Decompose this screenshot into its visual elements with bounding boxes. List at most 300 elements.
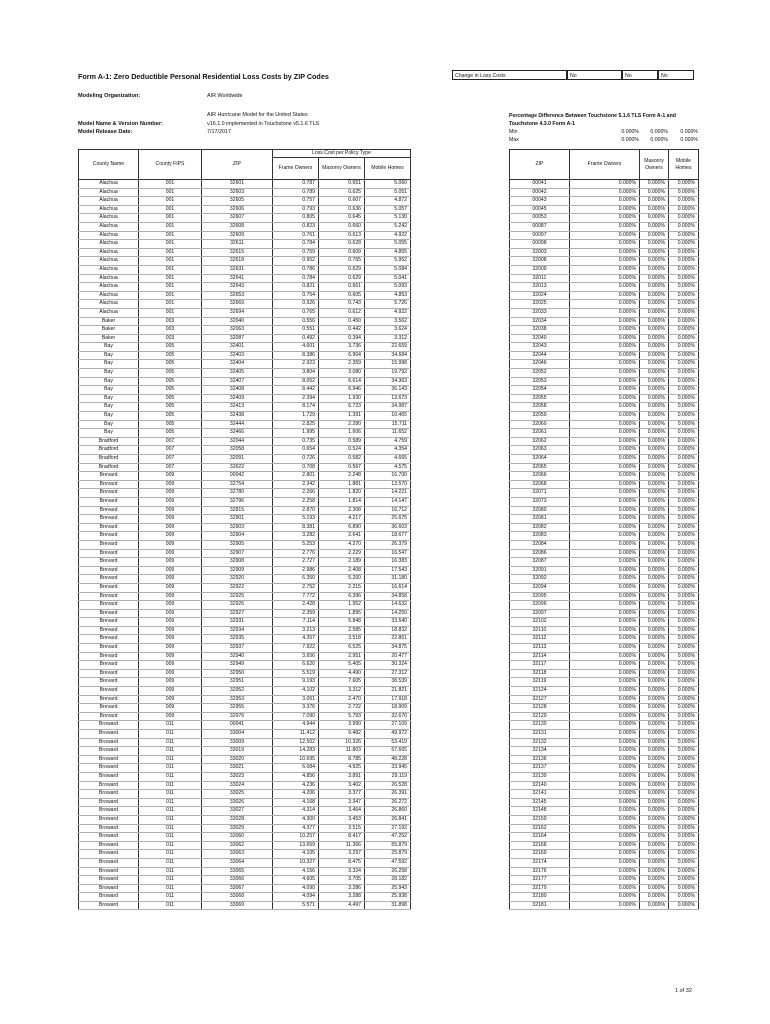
mobile-homes-cell: 5.093 [365,283,411,292]
pct-mobile-cell: 0.000% [669,377,699,386]
masonry-owners-cell: 2.189 [319,558,365,567]
pct-mobile-cell: 0.000% [669,317,699,326]
county-name-cell: Alachua [79,257,139,266]
mobile-homes-cell: 34.987 [365,403,411,412]
county-fips-cell: 011 [139,755,202,764]
pct-mobile-cell: 0.000% [669,437,699,446]
pct-frame-cell: 0.000% [570,876,640,885]
county-name-cell: Baker [79,326,139,335]
zip-cell: 32937 [202,644,273,653]
frame-owners-cell: 8.442 [273,386,319,395]
county-name-cell: Broward [79,730,139,739]
zip-cell: 32925 [202,592,273,601]
masonry-owners-cell: 2.585 [319,626,365,635]
frame-owners-cell: 4.314 [273,807,319,816]
pct-frame-cell: 0.000% [570,231,640,240]
zip-cell: 32404 [202,360,273,369]
pct-frame-cell: 0.000% [570,661,640,670]
mobile-homes-cell: 14.147 [365,497,411,506]
frame-owners-cell: 4.090 [273,884,319,893]
pct-masonry-cell: 0.000% [640,394,669,403]
county-fips-cell: 011 [139,747,202,756]
pct-frame-cell: 0.000% [570,618,640,627]
county-name-cell: Broward [79,738,139,747]
pct-masonry-cell: 0.000% [640,308,669,317]
county-fips-cell: 009 [139,661,202,670]
masonry-owners-cell: 0.660 [319,222,365,231]
zip-cell: 32058 [202,446,273,455]
masonry-owners-cell: 6.904 [319,351,365,360]
county-fips-cell: 011 [139,730,202,739]
pct-frame-cell: 0.000% [570,755,640,764]
frame-owners-cell: 1.729 [273,412,319,421]
table-row [510,360,699,369]
zip-cell: 32927 [202,609,273,618]
zip-cell: 33027 [202,807,273,816]
pct-mobile-cell: 0.000% [669,480,699,489]
pct-mobile-cell: 0.000% [669,798,699,807]
pct-zip-cell: 32033 [510,308,570,317]
mobile-homes-cell: 10.465 [365,412,411,421]
zip-cell: 32907 [202,549,273,558]
table-row [79,540,411,549]
masonry-owners-cell: 6.396 [319,592,365,601]
table-row [79,575,411,584]
table-row [510,446,699,455]
county-name-cell: Bay [79,360,139,369]
table-row [510,369,699,378]
pct-zip-cell: 32096 [510,601,570,610]
table-row [510,197,699,206]
table-row [79,815,411,824]
pct-masonry-cell: 0.000% [640,669,669,678]
county-name-cell: Brevard [79,592,139,601]
masonry-owners-cell: 2.308 [319,506,365,515]
pct-zip-cell: 32110 [510,626,570,635]
pct-frame-cell: 0.000% [570,558,640,567]
pct-frame-cell: 0.000% [570,712,640,721]
frame-owners-cell: 2.986 [273,566,319,575]
pct-frame-cell: 0.000% [570,858,640,867]
masonry-owners-cell: 3.377 [319,790,365,799]
mobile-homes-cell: 5.242 [365,222,411,231]
county-name-cell: Broward [79,876,139,885]
table-row [79,265,411,274]
table-row [79,343,411,352]
zip-cell: 33021 [202,764,273,773]
form-title: Form A-1: Zero Deductible Personal Residential Loss Costs by ZIP Codes [78,72,329,81]
table-row [79,429,411,438]
pct-frame-cell: 0.000% [570,549,640,558]
mobile-homes-cell: 34.363 [365,377,411,386]
county-name-cell: Brevard [79,540,139,549]
pct-masonry-cell: 0.000% [640,558,669,567]
table-row [510,721,699,730]
county-name-cell: Broward [79,884,139,893]
table-row [79,626,411,635]
table-row [510,841,699,850]
table-row [79,472,411,481]
zip-cell: 32618 [202,257,273,266]
masonry-owners-cell: 0.450 [319,317,365,326]
county-name-cell: Broward [79,807,139,816]
zip-cell: 32401 [202,343,273,352]
pct-frame-cell: 0.000% [570,403,640,412]
masonry-owners-cell: 2.951 [319,652,365,661]
mobile-homes-cell: 36.603 [365,523,411,532]
table-row [510,558,699,567]
pct-mobile-cell: 0.000% [669,609,699,618]
pct-mobile-cell: 0.000% [669,549,699,558]
table-row [510,523,699,532]
mobile-homes-cell: 4.759 [365,437,411,446]
pct-masonry-cell: 0.000% [640,446,669,455]
table-row [510,755,699,764]
mobile-homes-cell: 34.684 [365,351,411,360]
zip-cell: 33067 [202,884,273,893]
county-fips-cell: 011 [139,876,202,885]
masonry-owners-cell: 3.324 [319,867,365,876]
pct-mobile-cell: 0.000% [669,833,699,842]
pct-frame-cell: 0.000% [570,274,640,283]
masonry-owners-cell: 4.490 [319,669,365,678]
zip-cell: 33060 [202,833,273,842]
pct-zip-cell: 32162 [510,824,570,833]
pct-mobile-cell: 0.000% [669,712,699,721]
table-row [510,884,699,893]
table-row [510,661,699,670]
table-row [79,248,411,257]
mobile-homes-cell: 25.879 [365,850,411,859]
table-row [510,807,699,816]
table-row [79,283,411,292]
pct-frame-cell: 0.000% [570,772,640,781]
pct-masonry-cell: 0.000% [640,472,669,481]
zip-cell: 32976 [202,712,273,721]
masonry-owners-cell: 1.391 [319,412,365,421]
mobile-homes-cell: 16.700 [365,472,411,481]
change-masonry: No [622,70,658,80]
zip-cell: 32951 [202,678,273,687]
pct-zip-cell: 32141 [510,790,570,799]
pct-title-1: Percentage Difference Between Touchstone 5.1.6 TLS Form A-1 and [509,113,676,119]
table-row [510,334,699,343]
table-row [510,300,699,309]
frame-owners-cell: 2.825 [273,420,319,429]
pct-masonry-cell: 0.000% [640,626,669,635]
table-row [510,764,699,773]
frame-owners-cell: 10.257 [273,833,319,842]
masonry-owners-cell: 0.613 [319,231,365,240]
county-fips-cell: 001 [139,180,202,189]
pct-masonry-cell: 0.000% [640,343,669,352]
table-row [79,807,411,816]
table-row [510,626,699,635]
pct-frame-cell: 0.000% [570,351,640,360]
county-name-cell: Broward [79,833,139,842]
frame-owners-cell: 1.995 [273,429,319,438]
masonry-owners-cell: 0.609 [319,248,365,257]
table-row [79,497,411,506]
pct-mobile-cell: 0.000% [669,197,699,206]
county-fips-cell: 005 [139,420,202,429]
table-row [79,523,411,532]
county-fips-cell: 001 [139,205,202,214]
pct-masonry-cell: 0.000% [640,618,669,627]
frame-owners-cell: 0.787 [273,180,319,189]
masonry-owners-cell: 4.497 [319,901,365,910]
table-row [510,265,699,274]
zip-cell: 32815 [202,506,273,515]
pct-zip-cell: 32180 [510,893,570,902]
zip-cell: 32608 [202,222,273,231]
pct-masonry-cell: 0.000% [640,592,669,601]
masonry-owners-cell: 3.990 [319,721,365,730]
table-row [510,601,699,610]
pct-frame-cell: 0.000% [570,532,640,541]
table-row [79,351,411,360]
pct-header-zip: ZIP [510,150,570,180]
pct-masonry-cell: 0.000% [640,815,669,824]
zip-cell: 32952 [202,687,273,696]
pct-masonry-cell: 0.000% [640,377,669,386]
mobile-homes-cell: 26.379 [365,540,411,549]
zip-cell: 33064 [202,858,273,867]
frame-owners-cell: 2.359 [273,609,319,618]
pct-zip-cell: 32132 [510,738,570,747]
pct-mobile-cell: 0.000% [669,446,699,455]
county-name-cell: Brevard [79,566,139,575]
zip-cell: 32044 [202,437,273,446]
masonry-owners-cell: 11.803 [319,747,365,756]
pct-zip-cell: 32129 [510,712,570,721]
zip-cell: 32955 [202,704,273,713]
table-row [510,437,699,446]
frame-owners-cell: 0.761 [273,231,319,240]
county-fips-cell: 009 [139,687,202,696]
pct-zip-cell: 32117 [510,661,570,670]
pct-mobile-cell: 0.000% [669,188,699,197]
frame-owners-cell: 0.952 [273,257,319,266]
county-name-cell: Broward [79,798,139,807]
pct-max-frame: 0.000% [621,137,639,143]
county-fips-cell: 001 [139,291,202,300]
masonry-owners-cell: 1.930 [319,394,365,403]
county-name-cell: Alachua [79,240,139,249]
masonry-owners-cell: 5.848 [319,618,365,627]
pct-frame-cell: 0.000% [570,300,640,309]
pct-min-row [509,128,699,136]
zip-cell: 32754 [202,480,273,489]
pct-zip-cell: 32094 [510,583,570,592]
table-row [510,274,699,283]
pct-masonry-cell: 0.000% [640,652,669,661]
pct-mobile-cell: 0.000% [669,687,699,696]
pct-mobile-cell: 0.000% [669,652,699,661]
masonry-owners-cell: 8.417 [319,833,365,842]
county-fips-cell: 009 [139,601,202,610]
pct-mobile-cell: 0.000% [669,180,699,189]
pct-zip-cell: 32058 [510,403,570,412]
mobile-homes-cell: 26.528 [365,781,411,790]
county-fips-cell: 011 [139,833,202,842]
pct-masonry-cell: 0.000% [640,790,669,799]
frame-owners-cell: 0.708 [273,463,319,472]
county-fips-cell: 001 [139,274,202,283]
zip-cell: 32935 [202,635,273,644]
table-row [510,876,699,885]
table-row [510,618,699,627]
county-fips-cell: 005 [139,429,202,438]
county-fips-cell: 003 [139,334,202,343]
county-fips-cell: 011 [139,893,202,902]
table-row [510,308,699,317]
zip-cell: 33068 [202,893,273,902]
pct-masonry-cell: 0.000% [640,781,669,790]
table-row [79,214,411,223]
pct-mobile-cell: 0.000% [669,884,699,893]
table-row [79,678,411,687]
county-name-cell: Broward [79,901,139,910]
pct-zip-cell: 32082 [510,523,570,532]
pct-masonry-cell: 0.000% [640,566,669,575]
zip-cell: 32931 [202,618,273,627]
pct-mobile-cell: 0.000% [669,240,699,249]
table-row [79,781,411,790]
table-row [79,558,411,567]
masonry-owners-cell: 6.946 [319,386,365,395]
county-fips-cell: 009 [139,558,202,567]
table-row [510,472,699,481]
pct-frame-cell: 0.000% [570,884,640,893]
pct-frame-cell: 0.000% [570,850,640,859]
table-row [79,592,411,601]
masonry-owners-cell: 5.405 [319,661,365,670]
mobile-homes-cell: 5.726 [365,300,411,309]
pct-mobile-cell: 0.000% [669,876,699,885]
pct-frame-cell: 0.000% [570,455,640,464]
pct-zip-cell: 32008 [510,257,570,266]
masonry-owners-cell: 3.515 [319,824,365,833]
zip-cell: 33023 [202,772,273,781]
pct-frame-cell: 0.000% [570,257,640,266]
zip-cell: 32466 [202,429,273,438]
pct-frame-cell: 0.000% [570,463,640,472]
pct-frame-cell: 0.000% [570,833,640,842]
mobile-homes-cell: 13.673 [365,394,411,403]
frame-owners-cell: 6.084 [273,764,319,773]
zip-cell: 33024 [202,781,273,790]
pct-mobile-cell: 0.000% [669,824,699,833]
table-row [79,222,411,231]
masonry-owners-cell: 3.891 [319,772,365,781]
pct-zip-cell: 32139 [510,772,570,781]
pct-masonry-cell: 0.000% [640,841,669,850]
zip-cell: 32950 [202,669,273,678]
county-name-cell: Broward [79,815,139,824]
pct-masonry-cell: 0.000% [640,738,669,747]
frame-owners-cell: 0.726 [273,455,319,464]
county-name-cell: Alachua [79,248,139,257]
mobile-homes-cell: 3.624 [365,326,411,335]
mobile-homes-cell: 5.051 [365,188,411,197]
pct-frame-cell: 0.000% [570,730,640,739]
county-fips-cell: 005 [139,360,202,369]
zip-cell: 33065 [202,867,273,876]
mobile-homes-cell: 18.832 [365,626,411,635]
table-row [79,858,411,867]
pct-masonry-cell: 0.000% [640,283,669,292]
frame-owners-cell: 0.823 [273,222,319,231]
table-row [510,506,699,515]
table-row [510,463,699,472]
mobile-homes-cell: 14.250 [365,609,411,618]
pct-zip-cell: 32086 [510,549,570,558]
pct-masonry-cell: 0.000% [640,601,669,610]
pct-masonry-cell: 0.000% [640,695,669,704]
pct-zip-cell: 00041 [510,180,570,189]
pct-frame-cell: 0.000% [570,429,640,438]
release-date-label: Model Release Date: [78,129,133,135]
zip-cell: 32091 [202,455,273,464]
pct-mobile-cell: 0.000% [669,566,699,575]
zip-cell: 32609 [202,231,273,240]
frame-owners-cell: 6.620 [273,661,319,670]
pct-mobile-cell: 0.000% [669,858,699,867]
zip-cell: 32407 [202,377,273,386]
pct-masonry-cell: 0.000% [640,661,669,670]
table-row [510,214,699,223]
mobile-homes-cell: 4.853 [365,291,411,300]
frame-owners-cell: 0.759 [273,248,319,257]
pct-masonry-cell: 0.000% [640,876,669,885]
county-fips-cell: 009 [139,695,202,704]
masonry-owners-cell: 1.820 [319,489,365,498]
frame-owners-cell: 10.327 [273,858,319,867]
county-name-cell: Broward [79,867,139,876]
mobile-homes-cell: 13.570 [365,480,411,489]
frame-owners-cell: 9.193 [273,678,319,687]
pct-zip-cell: 32009 [510,265,570,274]
county-fips-cell: 009 [139,618,202,627]
pct-zip-cell: 32134 [510,747,570,756]
county-name-cell: Brevard [79,609,139,618]
pct-mobile-cell: 0.000% [669,308,699,317]
mobile-homes-cell: 32.670 [365,712,411,721]
pct-mobile-cell: 0.000% [669,635,699,644]
county-fips-cell: 011 [139,764,202,773]
zip-cell: 33029 [202,824,273,833]
pct-masonry-cell: 0.000% [640,772,669,781]
zip-cell: 32780 [202,489,273,498]
pct-zip-cell: 32003 [510,248,570,257]
masonry-owners-cell: 1.952 [319,601,365,610]
zip-cell: 32040 [202,317,273,326]
table-row [79,394,411,403]
pct-masonry-cell: 0.000% [640,901,669,910]
county-name-cell: Alachua [79,214,139,223]
pct-mobile-cell: 0.000% [669,205,699,214]
frame-owners-cell: 2.258 [273,497,319,506]
pct-zip-cell: 32061 [510,429,570,438]
zip-cell: 33004 [202,730,273,739]
masonry-owners-cell: 4.217 [319,515,365,524]
pct-masonry-cell: 0.000% [640,497,669,506]
mobile-homes-cell: 16.712 [365,506,411,515]
pct-mobile-cell: 0.000% [669,532,699,541]
pct-frame-cell: 0.000% [570,678,640,687]
county-fips-cell: 001 [139,222,202,231]
